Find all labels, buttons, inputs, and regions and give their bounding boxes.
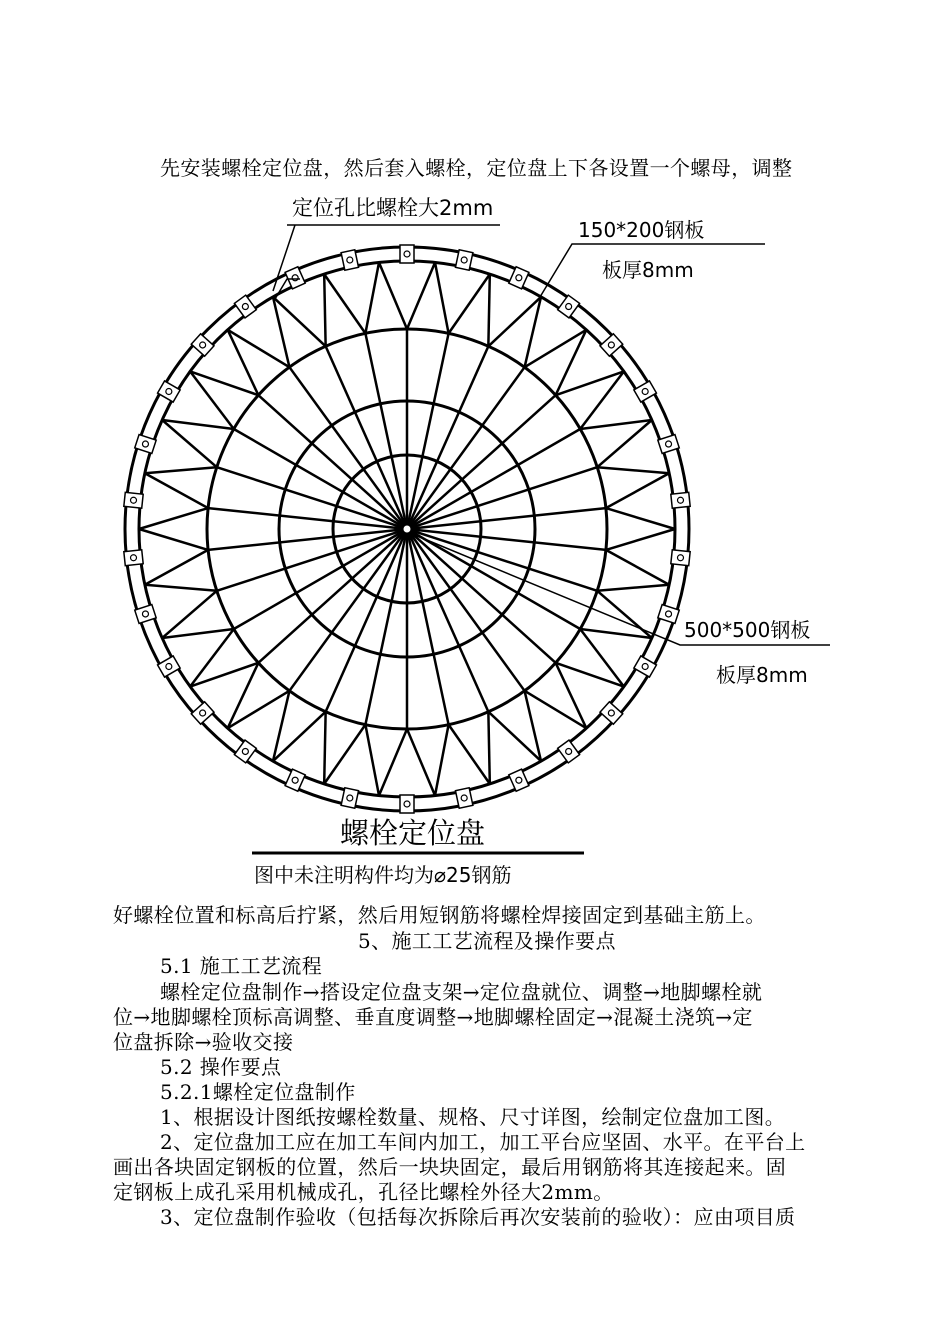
paragraph-intro: 先安装螺栓定位盘，然后套入螺栓，定位盘上下各设置一个螺母，调整 [160,156,793,180]
figure-title: 螺栓定位盘 [340,816,486,850]
diagonal-bar [525,297,541,367]
radial-bar [417,508,606,528]
label-hole-size: 定位孔比螺栓大2mm [292,196,494,220]
paragraph-2-line-1: 2、定位盘加工应在加工车间内加工，加工平台应坚固、水平。在平台上 [160,1130,806,1154]
diagonal-bar [488,274,489,346]
diagonal-bar [365,725,379,796]
diagonal-bar [365,262,379,333]
bolt-plate [455,250,472,271]
radial-bar [409,539,449,725]
radial-bar [234,534,399,629]
flow-line-2: 位→地脚螺栓顶标高调整、垂直度调整→地脚螺栓固定→混凝土浇筑→定 [113,1005,753,1029]
radial-bar [409,333,449,519]
diagonal-bar [273,691,289,761]
bolt-plate [124,550,143,566]
diagonal-bar [273,297,326,346]
diagonal-bar [449,725,490,784]
bolt-plate [234,295,256,318]
diagonal-bar [379,262,407,329]
bolt-plate [341,788,358,809]
heading-5-2-1: 5.2.1螺栓定位盘制作 [160,1080,356,1104]
bolt-plate [191,334,214,356]
diagonal-bar [407,729,435,796]
diagonal-bar [435,262,449,333]
paragraph-after-figure: 好螺栓位置和标高后拧紧，然后用短钢筋将螺栓焊接固定到基础主筋上。 [113,903,766,927]
bolt-plate [191,702,214,724]
bolt-plate [509,769,529,791]
bolt-plate [285,769,305,791]
diagonal-bar [145,473,208,508]
diagonal-bar [488,712,489,784]
paragraph-2-line-2: 画出各块固定钢板的位置，然后一块块固定，最后用钢筋将其连接起来。固 [113,1155,787,1179]
bolt-plate [658,435,679,454]
center-hole [403,525,411,533]
figure-drawing [124,245,690,813]
bolt-plate [341,250,358,271]
bolt-plate [509,267,529,289]
diagonal-bar [435,725,449,796]
radial-bar [234,429,399,524]
diagonal-bar [606,529,675,550]
section-heading-5: 5、施工工艺流程及操作要点 [358,929,616,953]
flow-line-3: 位盘拆除→验收交接 [113,1030,294,1054]
bolt-plate [658,605,679,624]
bolt-plate [158,656,181,677]
bolt-plate [234,740,256,763]
diagonal-bar [488,712,541,761]
label-small-plate-thickness: 板厚8mm [602,258,694,282]
bolt-plate [285,267,305,289]
bolt-plate [600,702,623,724]
diagonal-bar [379,729,407,796]
heading-5-2: 5.2 操作要点 [160,1055,282,1079]
diagonal-bar [273,297,289,367]
diagonal-bar [407,262,435,329]
diagonal-bar [525,691,541,761]
radial-bar [208,508,397,528]
paragraph-1: 1、根据设计图纸按螺栓数量、规格、尺寸详图，绘制定位盘加工图。 [160,1105,786,1129]
paragraph-3: 3、定位盘制作验收（包括每次拆除后再次安装前的验收）：应由项目质 [160,1205,796,1229]
diagonal-bar [324,712,325,784]
flow-line-1: 螺栓定位盘制作→搭设定位盘支架→定位盘就位、调整→地脚螺栓就 [160,980,763,1004]
diagonal-bar [139,508,208,529]
bolt-plate [671,492,690,508]
diagonal-bar [597,467,669,473]
figure-note: 图中未注明构件均为⌀25钢筋 [254,863,512,885]
paragraph-2-line-3: 定钢板上成孔采用机械成孔，孔径比螺栓外径大2mm。 [113,1180,614,1204]
diagonal-bar [606,550,669,585]
diagonal-bar [449,274,490,333]
diagonal-bar [145,550,208,585]
bolt-plate [634,381,657,402]
bolt-plate [600,334,623,356]
label-small-plate: 150*200钢板 [578,218,705,242]
diagonal-bar [606,473,669,508]
bolt-plate [135,435,156,454]
label-center-plate-thickness: 板厚8mm [716,663,808,687]
heading-5-1: 5.1 施工工艺流程 [160,954,323,978]
diagonal-bar [139,529,208,550]
bolt-plate [634,656,657,677]
radial-bar [365,539,405,725]
diagonal-bar [324,274,325,346]
radial-bar [416,429,581,524]
diagonal-bar [488,297,541,346]
diagonal-bar [145,585,217,591]
bolt-plate [671,550,690,566]
bolt-plate [558,295,580,318]
diagonal-bar [145,467,217,473]
bolt-plate [124,492,143,508]
bolt-positioning-plate-figure [0,185,950,885]
diagonal-bar [597,585,669,591]
label-center-plate: 500*500钢板 [684,618,811,642]
bolt-plate [158,381,181,402]
bolt-plate [400,795,414,813]
radial-bar [416,534,581,629]
radial-bar [365,333,405,519]
diagonal-bar [324,274,365,333]
diagonal-bar [273,712,326,761]
bolt-plate [135,605,156,624]
bolt-plate [400,245,414,263]
radial-bar [208,530,397,550]
bolt-plate [455,788,472,809]
diagonal-bar [606,508,675,529]
diagonal-bar [324,725,365,784]
bolt-plate [558,740,580,763]
